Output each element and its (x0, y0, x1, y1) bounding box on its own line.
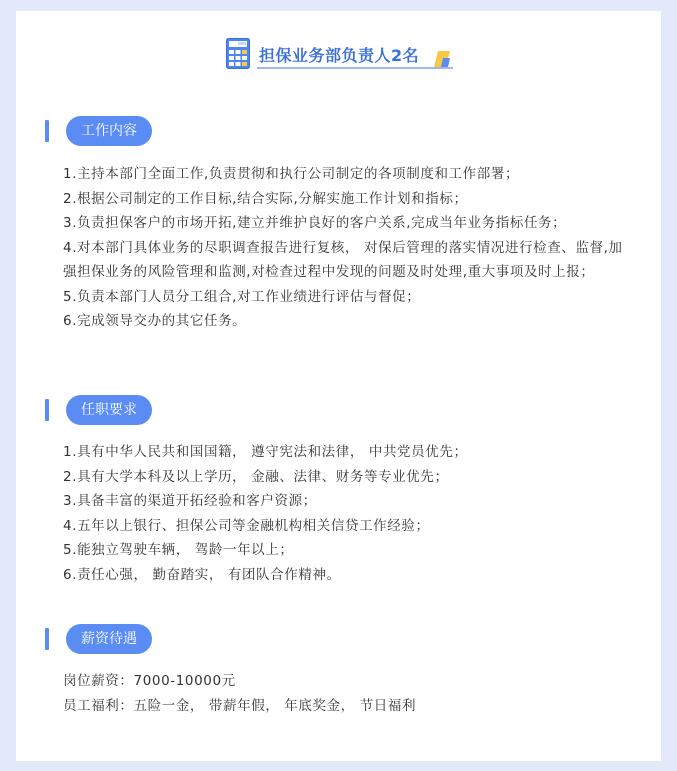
salary-list (63, 669, 623, 718)
list-item: 1.主持本部门全面工作,负责贯彻和执行公司制定的各项制度和工作部署； (63, 166, 520, 182)
list-item: 4.五年以上银行、担保公司等金融机构相关信贷工作经验； (63, 517, 430, 534)
list-item: 6.完成领导交办的其它任务。 (63, 313, 247, 329)
list-item: 1.具有中华人民共和国国籍， 遵守宪法和法律， 中共党员优先； (63, 444, 468, 460)
list-item: 6.责任心强， 勤奋踏实， 有团队合作精神。 (63, 566, 341, 583)
list-item: 3.负责担保客户的市场开拓,建立并维护良好的客户关系,完成当年业务指标任务； (63, 215, 567, 231)
section-title-pill: 工作内容 (66, 116, 152, 146)
list-item: 岗位薪资：7000-10000元 (63, 673, 236, 689)
job-card (16, 11, 661, 761)
title-underline (257, 67, 453, 69)
work-content-list (63, 162, 623, 334)
list-item: 4.对本部门具体业务的尽职调查报告进行复核， 对保后管理的落实情况进行检查、监督,加强担保业务的风险管理和监测,对检查过程中发现的问题及时处理,重大事项及时上报； (63, 239, 623, 280)
section-title-pill: 薪资待遇 (66, 624, 152, 654)
requirements-list (63, 440, 623, 587)
list-item: 员工福利：五险一金， 带薪年假， 年底奖金， 节日福利 (63, 697, 417, 714)
tax-calculator-icon (226, 38, 250, 69)
section-bar (45, 120, 49, 142)
section-bar (45, 628, 49, 650)
section-title-pill: 任职要求 (66, 395, 152, 425)
list-item: 2.根据公司制定的工作目标,结合实际,分解实施工作计划和指标； (63, 190, 468, 207)
section-bar (45, 399, 49, 421)
job-header (16, 35, 661, 83)
decorative-slash-icon (434, 49, 450, 69)
list-item: 3.具备丰富的渠道开拓经验和客户资源； (63, 493, 317, 509)
job-title: 担保业务部负责人2名 (259, 46, 420, 65)
list-item: 5.负责本部门人员分工组合,对工作业绩进行评估与督促； (63, 288, 421, 305)
list-item: 2.具有大学本科及以上学历， 金融、法律、财务等专业优先； (63, 468, 449, 485)
list-item: 5.能独立驾驶车辆， 驾龄一年以上； (63, 542, 294, 558)
